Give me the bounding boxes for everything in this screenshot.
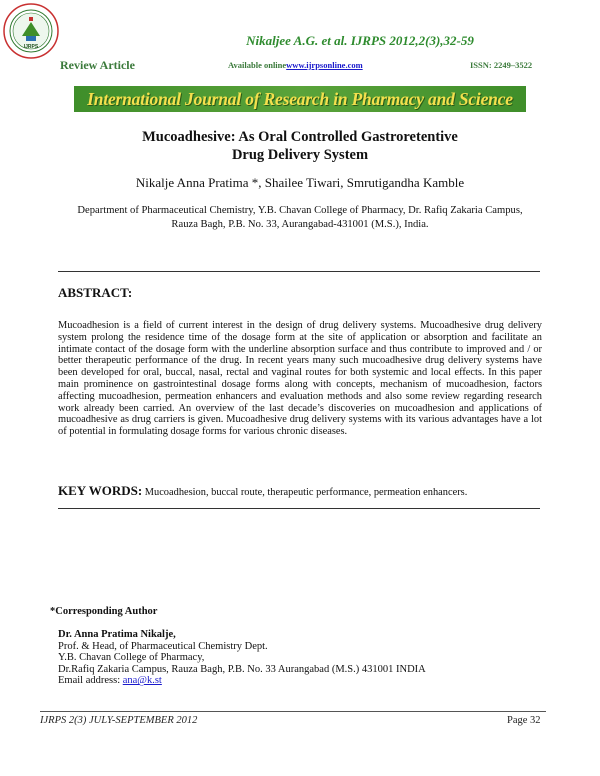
footer-page-number: Page 32 [507, 715, 541, 726]
authors: Nikalje Anna Pratima *, Shailee Tiwari, Smrutigandha Kamble [135, 175, 465, 190]
journal-name: International Journal of Research in Pharmacy and Science [87, 88, 513, 109]
availability-line [228, 60, 363, 70]
svg-text:IJRPS: IJRPS [23, 44, 39, 50]
email-label: Email address: [58, 675, 123, 687]
corresponding-author-block [58, 629, 538, 687]
divider-top [58, 271, 540, 272]
title-line-2: Drug Delivery System [231, 147, 369, 163]
footer-issue: IJRPS 2(3) JULY-SEPTEMBER 2012 [40, 715, 198, 726]
corresponding-author-college: Y.B. Chavan College of Pharmacy, [58, 652, 205, 664]
issn: ISSN: 2249–3522 [470, 60, 533, 70]
journal-website-link[interactable]: www.ijrpsonline.com [286, 60, 363, 70]
abstract-text: Mucoadhesion is a field of current interest in the design of drug delivery systems. Mucoadhesive drug delivery system prolong the residence time of the dosage form at the site of application or absorption and facilitate an intimate contact of the dosage form with the underline absorption surface and thus contribute to improved and / or better therapeutic performance of the drug. In recent years many such mucoadhesive drug delivery systems have been developed for oral, buccal, nasal, rectal and vaginal routes for both systemic and local effects. In this paper main prominence on gastrointestinal dosage forms along with concepts, mechanism of mucoadhesion, factors affecting mucoadhesion, permeation enhancers and evaluation methods and also some review regarding research work already been carried. An overview of the last decade’s discoveries on mucoadhesion and applications of mucoadhesive as drug carriers is given. Mucoadhesive drug delivery systems with its various advantages have a lot of potential in formulating dosage forms for various chronic diseases. [58, 320, 542, 438]
seal-icon [2, 2, 60, 60]
paper-title [60, 128, 540, 164]
corresponding-author-position: Prof. & Head, of Pharmaceutical Chemistry Dept. [58, 640, 268, 652]
keywords-text: Mucoadhesion, buccal route, therapeutic performance, permeation enhancers. [144, 487, 468, 498]
affiliation: Department of Pharmaceutical Chemistry, Y.B. Chavan College of Pharmacy, Dr. Rafiq Zakaria Campus, Rauza Bagh, P.B. No. 33, Aurangabad-431001 (M.S.), India. [77, 205, 523, 230]
running-head: Nikaljee A.G. et al. IJRPS 2012,2(3),32-59 [246, 33, 474, 48]
corresponding-author-address: Dr.Rafiq Zakaria Campus, Rauza Bagh, P.B. No. 33 Aurangabad (M.S.) 431001 INDIA [58, 663, 426, 675]
email-link[interactable]: ana@k.st [122, 675, 162, 687]
availability-prefix: Available online [228, 60, 287, 70]
journal-banner [74, 86, 526, 112]
abstract-heading: ABSTRACT: [58, 285, 133, 300]
title-line-1: Mucoadhesive: As Oral Controlled Gastroretentive [142, 129, 458, 145]
corresponding-author-email-line [58, 675, 538, 687]
article-type: Review Article [60, 58, 135, 72]
corresponding-author-heading: *Corresponding Author [50, 606, 158, 617]
keywords-label: KEY WORDS: [58, 483, 143, 498]
divider-bottom [58, 508, 540, 509]
keywords [58, 483, 542, 499]
journal-logo [2, 2, 60, 60]
footer-divider [40, 711, 546, 712]
corresponding-author-name: Dr. Anna Pratima Nikalje, [58, 629, 176, 640]
